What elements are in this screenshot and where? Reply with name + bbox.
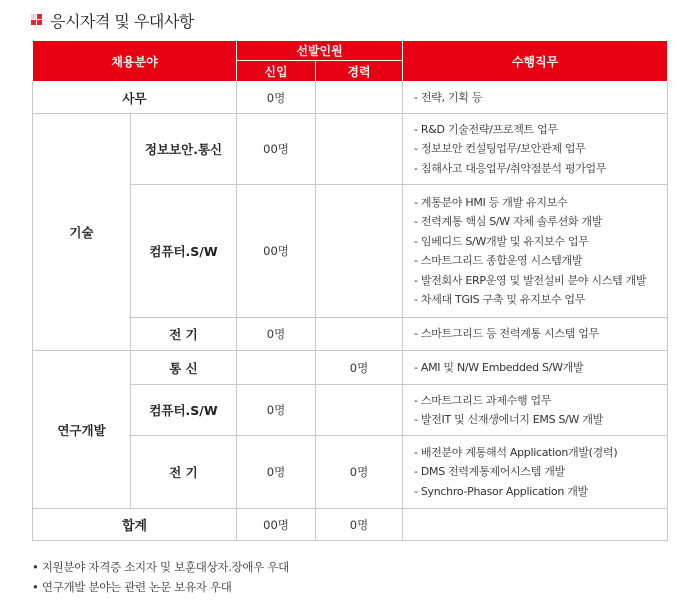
- duty-item: - 배전분야 계통해석 Application개발(경력): [414, 445, 618, 459]
- header-new: 신입: [237, 61, 316, 82]
- duty-item: - 스마트그리드 종합운영 시스템개발: [414, 254, 583, 267]
- new-count: 0명: [237, 318, 316, 351]
- duty-item: - 임베디드 S/W개발 및 유지보수 업무: [414, 234, 589, 248]
- duty-item: - 전략, 기획 등: [414, 90, 483, 104]
- new-count: [237, 351, 316, 385]
- duty-item: - 계통분야 HMI 등 개발 유지보수: [414, 195, 568, 209]
- table-row-total: [33, 509, 668, 541]
- header-recruits: 선발인원: [237, 41, 403, 61]
- duty-item: - 전력계통 핵심 S/W 자체 솔루션화 개발: [414, 215, 603, 228]
- career-count: 0명: [316, 351, 403, 385]
- new-count: 0명: [237, 82, 316, 114]
- career-count: [316, 114, 403, 185]
- career-count: [316, 318, 403, 351]
- subfield-label: 정보보안.통신: [131, 114, 237, 185]
- career-count: 0명: [316, 436, 403, 509]
- note-item: • 지원분야 자격증 소지자 및 보훈대상자.장애우 우대: [32, 560, 289, 574]
- duty-cell: [403, 436, 668, 509]
- subfield-label: 통 신: [131, 351, 237, 385]
- subfield-label: 컴퓨터.S/W: [131, 385, 237, 436]
- title-bullet-icon: [31, 14, 44, 27]
- duty-cell: [403, 351, 668, 385]
- duty-cell: [403, 114, 668, 185]
- duty-item: - Synchro-Phasor Application 개발: [414, 484, 588, 498]
- duty-cell: [403, 385, 668, 436]
- table-row: [33, 114, 668, 185]
- career-count: [316, 82, 403, 114]
- duty-cell: [403, 509, 668, 541]
- career-count: [316, 185, 403, 318]
- duty-item: - R&D 기술전략/프로젝트 업무: [414, 122, 558, 136]
- table-row: [33, 351, 668, 385]
- qualification-table: [32, 40, 668, 541]
- new-count: 00명: [237, 185, 316, 318]
- header-career: 경력: [316, 61, 403, 82]
- duty-item: - 침해사고 대응업무/취약점분석 평가업무: [414, 161, 607, 175]
- table-row: [33, 82, 668, 114]
- section-title: 응시자격 및 우대사항: [50, 11, 194, 31]
- total-new-count: 00명: [237, 509, 316, 541]
- duty-item: - 발전IT 및 신재생에너지 EMS S/W 개발: [414, 413, 603, 426]
- duty-item: - 스마트그리드 등 전력계통 시스템 업무: [414, 327, 599, 341]
- duty-cell: [403, 318, 668, 351]
- new-count: 0명: [237, 385, 316, 436]
- new-count: 0명: [237, 436, 316, 509]
- notes-list: [32, 557, 289, 597]
- duty-item: - DMS 전력계통제어시스템 개발: [414, 465, 565, 479]
- total-career-count: 0명: [316, 509, 403, 541]
- duty-item: - 스마트그리드 과제수행 업무: [414, 393, 552, 407]
- field-office: 사무: [33, 82, 237, 114]
- total-label: 합계: [33, 509, 237, 541]
- duty-item: - AMI 및 N/W Embedded S/W개발: [414, 360, 584, 374]
- header-field: 채용분야: [33, 41, 237, 82]
- career-count: [316, 385, 403, 436]
- duty-item: - 차세대 TGIS 구축 및 유지보수 업무: [414, 293, 586, 306]
- subfield-label: 컴퓨터.S/W: [131, 185, 237, 318]
- section-header: [31, 8, 194, 32]
- field-rnd: 연구개발: [33, 351, 131, 509]
- header-duty: 수행직무: [403, 41, 668, 82]
- subfield-label: 전 기: [131, 436, 237, 509]
- note-item: • 연구개발 분야는 관련 논문 보유자 우대: [32, 580, 232, 594]
- duty-cell: [403, 82, 668, 114]
- duty-cell: [403, 185, 668, 318]
- new-count: 00명: [237, 114, 316, 185]
- subfield-label: 전 기: [131, 318, 237, 351]
- field-tech: 기술: [33, 114, 131, 351]
- duty-item: - 정보보안 컨설팅업무/보안관제 업무: [414, 142, 586, 156]
- duty-item: - 발전회사 ERP운영 및 발전설비 분야 시스템 개발: [414, 273, 647, 287]
